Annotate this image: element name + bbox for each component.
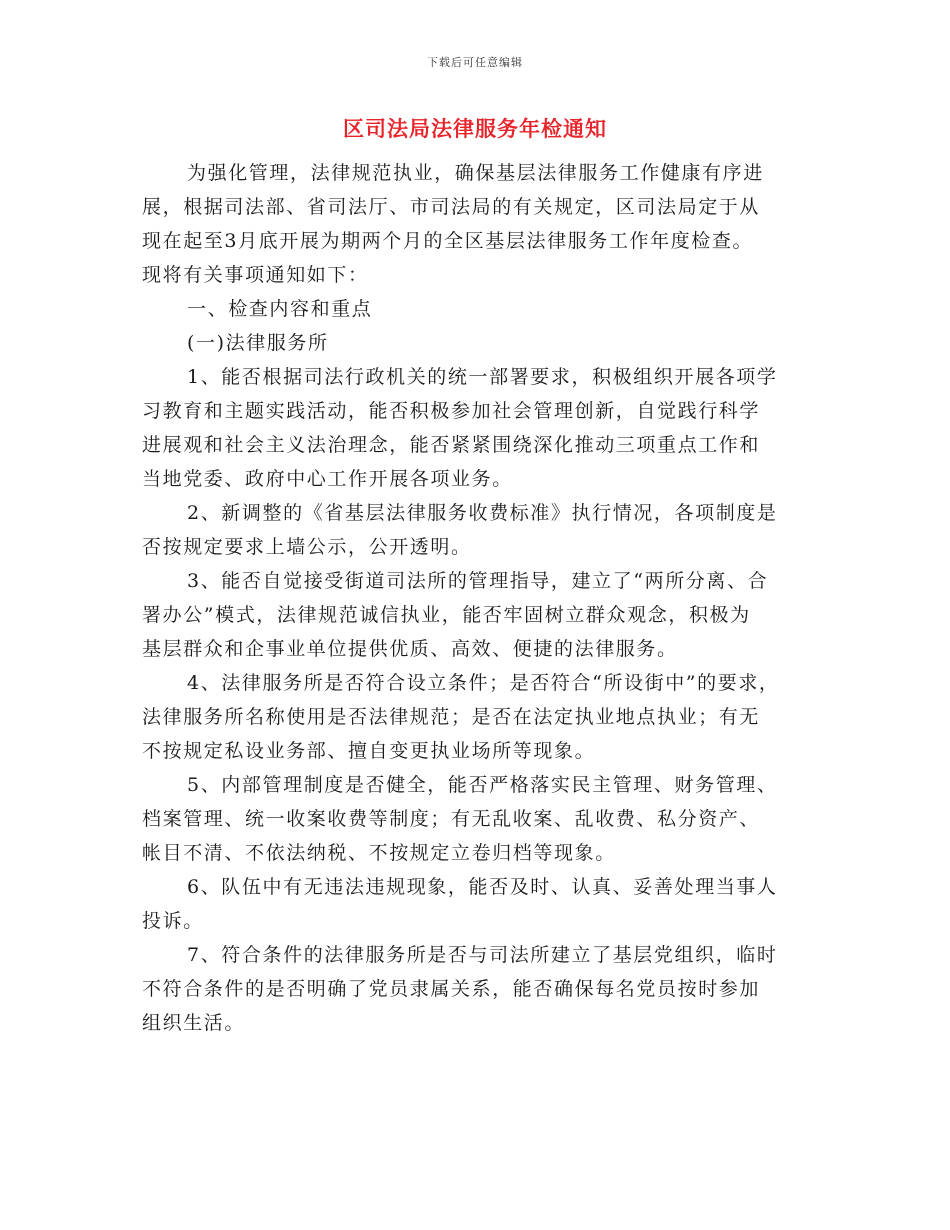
paragraph-line: 帐目不清、不依法纳税、不按规定立卷归档等现象。 xyxy=(142,842,616,864)
paragraph-line: 署办公”模式，法律规范诚信执业，能否牢固树立群众观念，积极为 xyxy=(142,604,751,626)
paragraph-line: 法律服务所名称使用是否法律规范；是否在法定执业地点执业；有无 xyxy=(142,706,761,728)
document-title: 区司法局法律服务年检通知 xyxy=(343,116,607,141)
paragraph-line: 投诉。 xyxy=(142,910,204,932)
paragraph-line: 现在起至3月底开展为期两个月的全区基层法律服务工作年度检查。 xyxy=(142,230,754,252)
paragraph-item-7 xyxy=(142,938,822,1040)
paragraph-line: 6、队伍中有无违法违规现象，能否及时、认真、妥善处理当事人 xyxy=(187,876,778,898)
paragraph-item-6 xyxy=(142,870,822,938)
paragraph-line: 不符合条件的是否明确了党员隶属关系，能否确保每名党员按时参加 xyxy=(142,978,761,1000)
paragraph-line: 组织生活。 xyxy=(142,1012,246,1034)
paragraph-item-4 xyxy=(142,666,822,768)
paragraph-section-heading-1 xyxy=(142,292,822,326)
paragraph-line: (一)法律服务所 xyxy=(187,332,329,354)
paragraph-subsection-heading-1 xyxy=(142,326,822,360)
paragraph-line: 展，根据司法部、省司法厅、市司法局的有关规定，区司法局定于从 xyxy=(142,196,761,218)
document-body xyxy=(142,156,822,1040)
paragraph-line: 5、内部管理制度是否健全，能否严格落实民主管理、财务管理、 xyxy=(187,774,778,796)
paragraph-line: 当地党委、政府中心工作开展各项业务。 xyxy=(142,468,513,490)
paragraph-item-1 xyxy=(142,360,822,496)
paragraph-line: 否按规定要求上墙公示，公开透明。 xyxy=(142,536,472,558)
paragraph-line: 习教育和主题实践活动，能否积极参加社会管理创新，自觉践行科学 xyxy=(142,400,761,422)
paragraph-line: 1、能否根据司法行政机关的统一部署要求，积极组织开展各项学 xyxy=(187,366,778,388)
paragraph-line: 进展观和社会主义法治理念，能否紧紧围绕深化推动三项重点工作和 xyxy=(142,434,761,456)
paragraph-line: 3、能否自觉接受街道司法所的管理指导，建立了“两所分离、合 xyxy=(187,570,769,592)
header-note: 下载后可任意编辑 xyxy=(427,56,523,69)
paragraph-intro xyxy=(142,156,822,292)
paragraph-line: 基层群众和企事业单位提供优质、高效、便捷的法律服务。 xyxy=(142,638,678,660)
paragraph-item-2 xyxy=(142,496,822,564)
paragraph-line: 一、检查内容和重点 xyxy=(187,298,373,320)
paragraph-line: 4、法律服务所是否符合设立条件；是否符合“所设街中”的要求， xyxy=(187,672,780,694)
paragraph-line: 现将有关事项通知如下： xyxy=(142,264,369,286)
paragraph-line: 档案管理、统一收案收费等制度；有无乱收案、乱收费、私分资产、 xyxy=(142,808,761,830)
paragraph-line: 为强化管理，法律规范执业，确保基层法律服务工作健康有序进 xyxy=(187,162,764,184)
paragraph-line: 7、符合条件的法律服务所是否与司法所建立了基层党组织，临时 xyxy=(187,944,778,966)
paragraph-item-3 xyxy=(142,564,822,666)
paragraph-item-5 xyxy=(142,768,822,870)
paragraph-line: 2、新调整的《省基层法律服务收费标准》执行情况，各项制度是 xyxy=(187,502,778,524)
paragraph-line: 不按规定私设业务部、擅自变更执业场所等现象。 xyxy=(142,740,596,762)
